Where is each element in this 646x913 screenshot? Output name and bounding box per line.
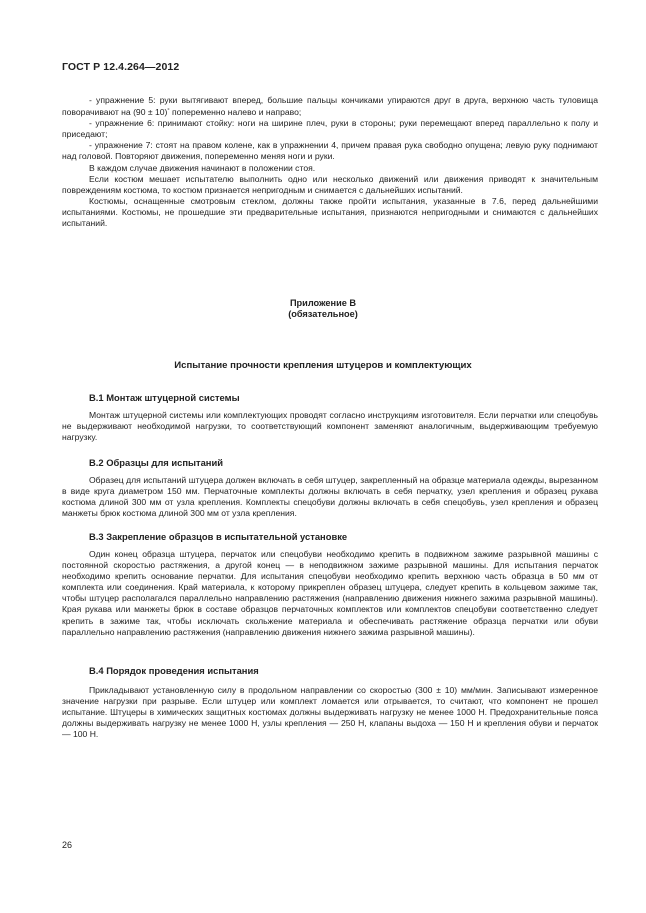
exercise-6-paragraph: - упражнение 6: принимают стойку: ноги на ширине плеч, руки в стороны; руки перемещают вперед параллельно к полу и приседают; — [62, 118, 598, 140]
section-b4-heading: В.4 Порядок проведения испытания — [89, 665, 259, 676]
section-b2-heading: В.2 Образцы для испытаний — [89, 457, 223, 468]
annex-heading — [0, 298, 646, 320]
suit-rejection-paragraph: Если костюм мешает испытателю выполнить одно или несколько движений или движения приводят к значительным повреждениям костюма, то костюм признается непригодным и снимается с дальнейших испытаний. — [62, 173, 598, 195]
section-b4-text: Прикладывают установленную силу в продольном направлении со скоростью (300 ± 10) мм/мин. Записывают измеренное значение нагрузки при разрыве. Если штуцер или комплект ломается или отрывается, то считают, что компонент не прошел испытание. Штуцеры в химических защитных костюмах должны выдерживать нагрузку не менее 1000 Н. Предохранительные пояса должны выдерживать нагрузку не менее 1000 Н, узлы крепления — 250 Н, клапаны выдоха — 150 Н и крепления обуви и перчаток — 100 Н. — [62, 685, 598, 740]
section-b2-text: Образец для испытаний штуцера должен включать в себя штуцер, закрепленный на образце материала одежды, вырезанном в виде круга диаметром 150 мм. Перчаточные комплекты должны включать в себя перчатку, узел крепления и образец рукава костюма длиной 300 мм от узла крепления. Комплекты спецобуви должны включать в себя спецобувь, узел крепления и образец манжеты брюк костюма длиной 300 мм от узла крепления. — [62, 475, 598, 519]
exercise-5-paragraph — [62, 95, 598, 118]
exercise-5-text-end: попеременно налево и направо; — [169, 107, 302, 118]
section-b1-body — [62, 410, 598, 443]
section-b3-body — [62, 549, 598, 638]
section-b3-heading: В.3 Закрепление образцов в испытательной установке — [89, 531, 348, 542]
annex-title: Испытание прочности крепления штуцеров и комплектующих — [174, 360, 472, 371]
visor-suits-paragraph: Костюмы, оснащенные смотровым стеклом, должны также пройти испытания, указанные в 7.6, перед дальнейшими испытаниями. Костюмы, не прошедшие эти предварительные испытания, признаются непригодными и снимаются с дальнейших испытаний. — [62, 195, 598, 229]
section-b2-body — [62, 475, 598, 519]
section-b3-text: Один конец образца штуцера, перчаток или спецобуви необходимо крепить в подвижном зажиме разрывной машины с постоянной скоростью растяжения, а другой конец — в неподвижном зажиме разрывной машины. Для испытания перчаток необходимо крепить основание перчатки. Для испытания спецобуви необходимо крепить верхнюю часть образца в 50 мм от комплекта или соединения. Край материала, к которому прикреплен образец штуцера, следует крепить в кольцевом зажиме так, чтобы штуцер располагался параллельно направлению растяжения (направлению движения нижнего зажима разрывной машины). Края рукава или манжеты брюк в составе образцов перчаточных комплектов или комплектов спецобуви соответственно следует крепить в зажиме так, чтобы исключать скольжение материала и обеспечивать растяжение образца перчатки или обуви параллельно направлению растяжения (направлению движения нижнего зажима разрывной машины). — [62, 549, 598, 637]
exercise-5-text: - упражнение 5: руки вытягивают вперед, большие пальцы кончиками упираются друг в друга, верхнюю часть туловища поворачивают на (90 ± 10) — [62, 95, 598, 118]
intro-text — [62, 95, 598, 229]
section-b1-text: Монтаж штуцерной системы или комплектующих проводят согласно инструкциям изготовителя. Если перчатки или спецобувь не выдерживают необходимой нагрузки, то соответствующий компонент заменяют аналогичным, выдерживающим требуемую нагрузку. — [62, 410, 598, 443]
section-b1-heading: В.1 Монтаж штуцерной системы — [89, 392, 240, 403]
page-number: 26 — [62, 840, 73, 850]
annex-status: (обязательное) — [288, 309, 358, 319]
exercise-7-paragraph: - упражнение 7: стоят на правом колене, как в упражнении 4, причем правая рука свободно опущена; левую руку поднимают над головой. Повторяют движения, попеременно меняя ноги и руки. — [62, 140, 598, 162]
start-position-paragraph: В каждом случае движения начинают в положении стоя. — [89, 162, 316, 173]
document-header: ГОСТ Р 12.4.264—2012 — [62, 61, 180, 73]
degree-sign: ° — [167, 108, 170, 115]
annex-label: Приложение В — [289, 298, 357, 308]
section-b4-body — [62, 685, 598, 740]
